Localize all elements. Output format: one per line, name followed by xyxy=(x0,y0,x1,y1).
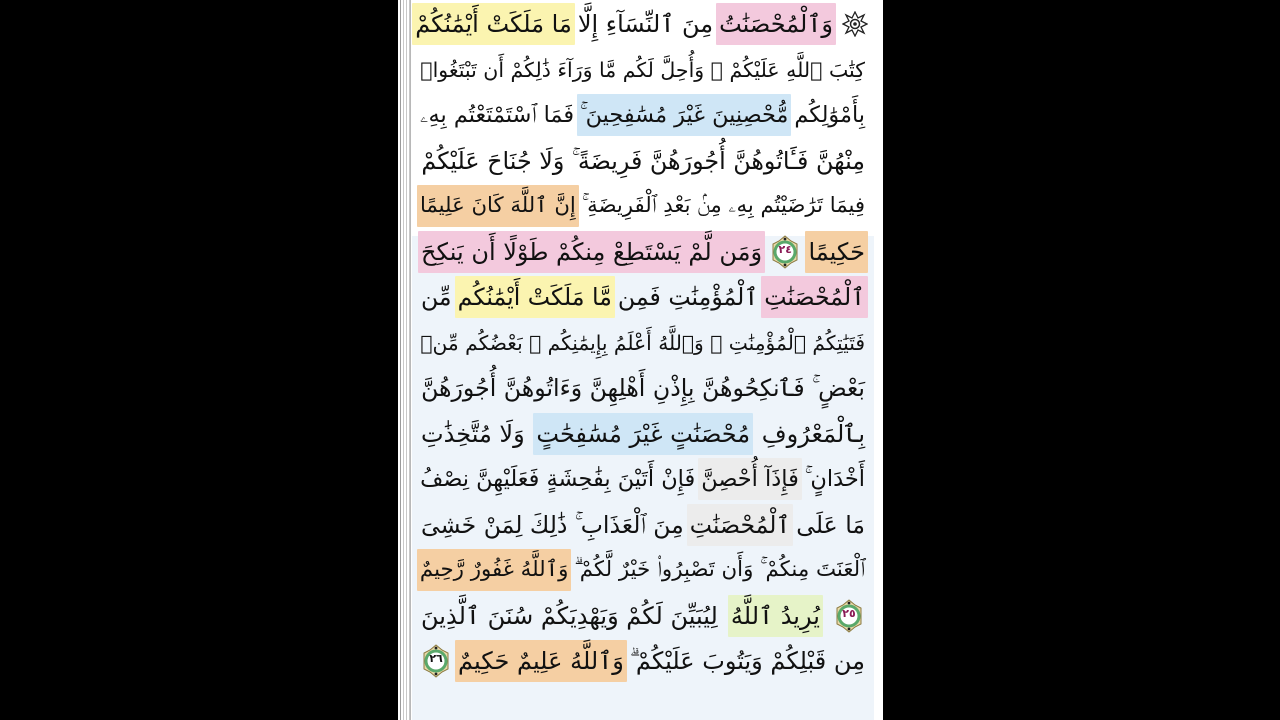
verse-line xyxy=(412,92,874,138)
verse-text[interactable]: أَخْدَانٍ ۚ xyxy=(804,466,865,492)
highlighted-phrase-blue[interactable]: مُّحْصِنِينَ غَيْرَ مُسَٰفِحِينَ ۚ xyxy=(577,94,791,136)
verse-line xyxy=(412,320,874,366)
highlighted-phrase-orange[interactable]: إِنَّ ٱللَّهَ كَانَ عَلِيمًا xyxy=(417,185,579,227)
ayah-end-marker[interactable] xyxy=(421,644,451,678)
highlighted-phrase-pink[interactable]: وَمَن لَّمْ يَسْتَطِعْ مِنكُمْ طَوْلًا أَن يَنكِحَ xyxy=(418,231,765,273)
verse-text[interactable]: وَلَا مُتَّخِذَٰتِ xyxy=(421,419,525,448)
right-black-bar xyxy=(883,0,1280,720)
verse-text[interactable]: مَا عَلَى xyxy=(796,510,865,539)
left-black-bar xyxy=(0,0,398,720)
highlighted-phrase-grey[interactable]: ٱلْمُحْصَنَٰتِ xyxy=(687,504,793,546)
verse-text[interactable]: مِنَ ٱلْعَذَابِ ۚ ذَٰلِكَ لِمَنْ خَشِىَ xyxy=(421,510,684,539)
mushaf-page xyxy=(398,0,883,720)
verse-line xyxy=(412,365,874,411)
highlighted-phrase-green[interactable]: يُرِيدُ ٱللَّهُ xyxy=(728,595,823,637)
verse-line xyxy=(412,47,874,93)
verse-text[interactable]: فَإِنْ أَتَيْنَ بِفَٰحِشَةٍ فَعَلَيْهِنَّ نِصْفُ xyxy=(420,466,696,492)
verse-line xyxy=(412,593,874,639)
rub-el-hizb-icon xyxy=(842,11,868,37)
verse-text[interactable]: بِأَمْوَٰلِكُم xyxy=(794,102,865,128)
page-edge-border xyxy=(400,0,411,720)
verse-text[interactable]: لِيُبَيِّنَ لَكُمْ وَيَهْدِيَكُمْ سُنَنَ ٱلَّذِينَ xyxy=(421,601,718,630)
verse-line xyxy=(412,1,874,47)
verse-text[interactable]: بَعْضٍ ۚ فَٱنكِحُوهُنَّ بِإِذْنِ أَهْلِهِنَّ وَءَاتُوهُنَّ أُجُورَهُنَّ xyxy=(421,374,865,402)
verse-text[interactable]: كِتَٰبَ ٱللَّهِ عَلَيْكُمْ ۚ وَأُحِلَّ لَكُم مَّا وَرَآءَ ذَٰلِكُمْ أَن تَبْتَغُوا۟ xyxy=(420,57,865,82)
verse-text[interactable]: فِيمَا تَرَٰضَيْتُم بِهِۦ مِنۢ بَعْدِ ٱلْفَرِيضَةِ ۚ xyxy=(581,193,865,218)
verse-text[interactable]: مِنْهُنَّ فَـَٔاتُوهُنَّ أُجُورَهُنَّ فَرِيضَةً ۚ وَلَا جُنَاحَ عَلَيْكُمْ xyxy=(421,146,865,175)
verse-text[interactable]: فَتَيَٰتِكُمُ ٱلْمُؤْمِنَٰتِ ۚ وَٱللَّهُ أَعْلَمُ بِإِيمَٰنِكُم ۚ بَعْضُكُم مِّنۢ xyxy=(420,330,865,355)
verse-lines xyxy=(412,0,874,720)
ayah-end-marker[interactable] xyxy=(834,599,864,633)
verse-line xyxy=(412,502,874,548)
highlighted-phrase-pink[interactable]: ٱلْمُحْصَنَٰتِ xyxy=(761,276,868,318)
verse-line xyxy=(412,638,874,684)
highlighted-phrase-grey[interactable]: فَإِذَآ أُحْصِنَّ xyxy=(698,458,802,500)
verse-text[interactable]: فَمَا ٱسْتَمْتَعْتُم بِهِۦ xyxy=(420,102,575,128)
verse-line xyxy=(412,411,874,457)
ayah-number: ٢٦ xyxy=(429,652,443,665)
verse-line xyxy=(412,456,874,502)
highlighted-phrase-yellow[interactable]: مَا مَلَكَتْ أَيْمَٰنُكُمْ xyxy=(412,3,575,45)
highlighted-phrase-orange[interactable]: وَٱللَّهُ عَلِيمٌ حَكِيمٌ xyxy=(455,640,627,682)
verse-text[interactable]: مِنَ ٱلنِّسَآءِ إِلَّا xyxy=(577,10,714,38)
ayah-number: ٢٤ xyxy=(778,242,792,256)
verse-line xyxy=(412,183,874,229)
verse-text[interactable]: ٱلْعَنَتَ مِنكُمْ ۚ وَأَن تَصْبِرُوا۟ خَيْرٌ لَّكُمْ ۗ xyxy=(574,557,865,582)
highlighted-phrase-orange[interactable]: وَٱللَّهُ غَفُورٌ رَّحِيمٌ xyxy=(417,549,572,591)
verse-line xyxy=(412,274,874,320)
verse-line xyxy=(412,138,874,184)
verse-text[interactable]: ٱلْمُؤْمِنَٰتِ فَمِن xyxy=(617,283,759,311)
verse-text[interactable]: مِن قَبْلِكُمْ وَيَتُوبَ عَلَيْكُمْ ۗ xyxy=(629,647,865,675)
verse-line xyxy=(412,547,874,593)
highlighted-phrase-pink[interactable]: وَٱلْمُحْصَنَٰتُ xyxy=(716,3,836,45)
verse-text[interactable]: مِّن xyxy=(420,283,452,311)
verse-line xyxy=(412,229,874,275)
verse-text[interactable]: بِٱلْمَعْرُوفِ xyxy=(761,419,865,448)
ayah-number: ٢٥ xyxy=(842,606,856,620)
highlighted-phrase-orange[interactable]: حَكِيمًا xyxy=(805,231,868,273)
ayah-end-marker[interactable] xyxy=(770,235,800,269)
highlighted-phrase-blue[interactable]: مُحْصَنَٰتٍ غَيْرَ مُسَٰفِحَٰتٍ xyxy=(533,413,753,455)
highlighted-phrase-yellow[interactable]: مَّا مَلَكَتْ أَيْمَٰنُكُم xyxy=(455,276,615,318)
